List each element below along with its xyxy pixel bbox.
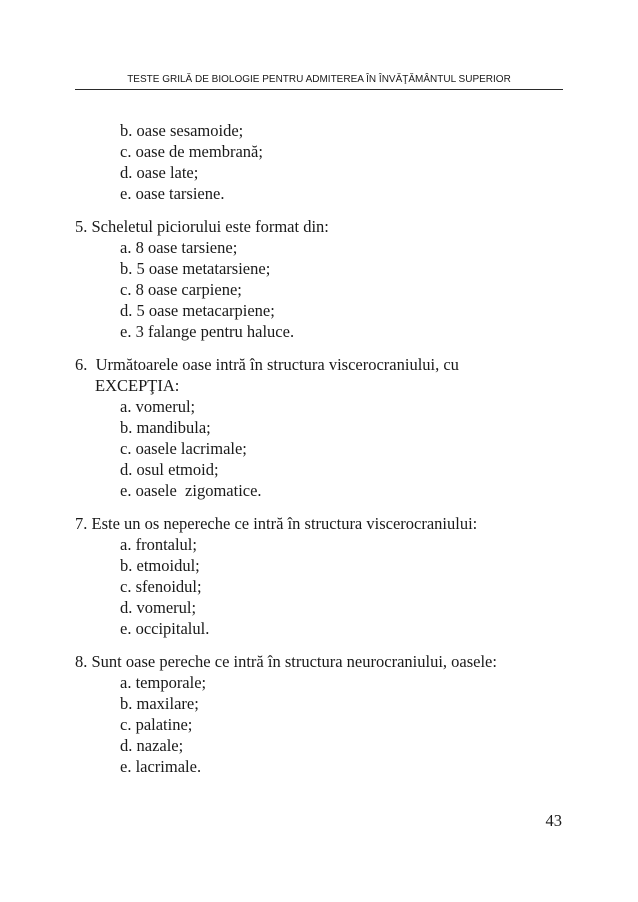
question-7-option-b: b. etmoidul; [120, 556, 200, 575]
page-number: 43 [545, 811, 562, 830]
continued-question [0, 120, 638, 204]
question-5-option-c: c. 8 oase carpiene; [120, 280, 242, 299]
question-8-option-e: e. lacrimale. [120, 757, 202, 776]
question-6-option-a: a. vomerul; [120, 397, 196, 416]
question-5-option-a: a. 8 oase tarsiene; [120, 238, 238, 257]
question-6-stem: 6. Următoarele oase intră în structura viscerocraniului, cu [75, 355, 459, 374]
question-7-option-a: a. frontalul; [120, 535, 197, 554]
running-header: TESTE GRILĂ DE BIOLOGIE PENTRU ADMITEREA ÎN ÎNVĂŢĂMÂNTUL SUPERIOR [127, 74, 511, 85]
question-6-option-d: d. osul etmoid; [120, 460, 219, 479]
question-5-option-e: e. 3 falange pentru haluce. [120, 322, 295, 341]
question-6-option-e: e. oasele zigomatice. [120, 481, 262, 500]
question-7-stem: 7. Este un os nepereche ce intră în structura viscerocraniului: [75, 514, 478, 533]
continued-option-b: b. oase sesamoide; [120, 121, 244, 140]
question-6-option-c: c. oasele lacrimale; [120, 439, 247, 458]
question-5-option-b: b. 5 oase metatarsiene; [120, 259, 271, 278]
question-6-option-b: b. mandibula; [120, 418, 211, 437]
question-8-stem: 8. Sunt oase pereche ce intră în structura neurocraniului, oasele: [75, 652, 497, 671]
continued-option-d: d. oase late; [120, 163, 199, 182]
question-8 [0, 651, 638, 777]
question-5 [0, 216, 638, 342]
question-5-option-d: d. 5 oase metacarpiene; [120, 301, 275, 320]
question-5-stem: 5. Scheletul piciorului este format din: [75, 217, 329, 236]
question-7-option-d: d. vomerul; [120, 598, 197, 617]
question-7-option-e: e. occipitalul. [120, 619, 210, 638]
question-8-option-d: d. nazale; [120, 736, 184, 755]
page-content [0, 120, 638, 777]
question-8-option-c: c. palatine; [120, 715, 193, 734]
continued-option-e: e. oase tarsiene. [120, 184, 225, 203]
question-6 [0, 354, 638, 501]
question-8-option-a: a. temporale; [120, 673, 207, 692]
continued-option-c: c. oase de membrană; [120, 142, 263, 161]
question-7-option-c: c. sfenoidul; [120, 577, 202, 596]
question-8-option-b: b. maxilare; [120, 694, 199, 713]
question-6-stem-continued: EXCEPŢIA: [95, 376, 180, 395]
header-rule [75, 89, 563, 90]
question-7 [0, 513, 638, 639]
